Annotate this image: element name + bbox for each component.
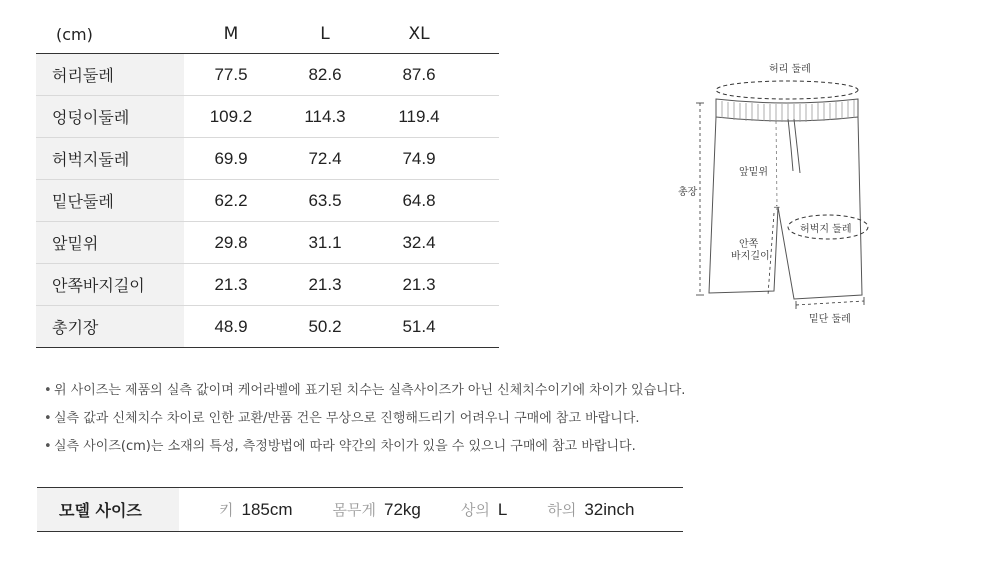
- row-spacer: [466, 222, 499, 264]
- row-spacer: [466, 264, 499, 306]
- size-header-xl: XL: [372, 15, 466, 54]
- value-xl: 21.3: [372, 264, 466, 306]
- bottom-label: 하의: [547, 501, 577, 519]
- row-spacer: [466, 96, 499, 138]
- size-notes: [44, 380, 685, 464]
- model-size-title: 모델 사이즈: [37, 488, 179, 531]
- row-spacer: [466, 306, 499, 348]
- model-weight: [333, 488, 421, 531]
- table-row-thigh: [36, 138, 499, 180]
- hem-label: 밑단 둘레: [809, 314, 851, 325]
- table-row-hem: [36, 180, 499, 222]
- value-xl: 64.8: [372, 180, 466, 222]
- value-m: 29.8: [184, 222, 278, 264]
- value-xl: 51.4: [372, 306, 466, 348]
- value-l: 114.3: [278, 96, 372, 138]
- row-label: 총기장: [36, 306, 184, 348]
- table-row-waist: [36, 54, 499, 96]
- front-rise-label: 앞밑위: [739, 167, 768, 178]
- value-m: 77.5: [184, 54, 278, 96]
- waist-label: 허리 둘레: [769, 64, 811, 75]
- row-label: 허리둘레: [36, 54, 184, 96]
- value-xl: 119.4: [372, 96, 466, 138]
- header-spacer: [466, 15, 499, 54]
- total-length-label: 총장: [678, 187, 698, 198]
- shorts-outline-illustration: [670, 55, 875, 330]
- size-header-l: L: [278, 15, 372, 54]
- value-m: 69.9: [184, 138, 278, 180]
- top-label: 상의: [460, 501, 490, 519]
- svg-text:÷: ÷: [773, 203, 781, 213]
- bullet-icon: •: [44, 439, 52, 454]
- value-l: 72.4: [278, 138, 372, 180]
- model-height: [219, 488, 293, 531]
- row-label: 안쪽바지길이: [36, 264, 184, 306]
- height-value: 185cm: [241, 499, 293, 519]
- value-l: 82.6: [278, 54, 372, 96]
- size-header-m: M: [184, 15, 278, 54]
- value-m: 48.9: [184, 306, 278, 348]
- unit-label: (cm): [36, 15, 184, 54]
- bullet-icon: •: [44, 383, 52, 398]
- value-xl: 32.4: [372, 222, 466, 264]
- inseam-label-line1: 안쪽: [739, 239, 759, 250]
- row-label: 밑단둘레: [36, 180, 184, 222]
- value-m: 21.3: [184, 264, 278, 306]
- note-text: 실측 값과 신체치수 차이로 인한 교환/반품 건은 무상으로 진행해드리기 어려우니 구매에 참고 바랍니다.: [54, 411, 640, 426]
- weight-value: 72kg: [384, 499, 421, 519]
- bottom-value: 32inch: [584, 499, 635, 519]
- table-row-front-rise: [36, 222, 499, 264]
- note-text: 실측 사이즈(cm)는 소재의 특성, 측정방법에 따라 약간의 차이가 있을 수 있으니 구매에 참고 바랍니다.: [54, 439, 636, 454]
- row-label: 허벅지둘레: [36, 138, 184, 180]
- row-label: 엉덩이둘레: [36, 96, 184, 138]
- value-l: 31.1: [278, 222, 372, 264]
- row-spacer: [466, 138, 499, 180]
- inseam-label-line2: 바지길이: [731, 251, 770, 262]
- table-row-inseam: [36, 264, 499, 306]
- value-l: 21.3: [278, 264, 372, 306]
- shorts-diagram: [670, 55, 875, 330]
- size-table: [36, 15, 499, 348]
- row-spacer: [466, 180, 499, 222]
- size-header-row: [36, 15, 499, 54]
- note-item: [44, 408, 685, 436]
- weight-label: 몸무게: [332, 501, 377, 519]
- model-size-bar: [37, 487, 683, 532]
- top-value: L: [497, 499, 508, 519]
- note-item: [44, 380, 685, 408]
- note-item: [44, 436, 685, 464]
- model-bottom: [547, 488, 634, 531]
- thigh-label: 허벅지 둘레: [800, 224, 852, 235]
- note-text: 위 사이즈는 제품의 실측 값이며 케어라벨에 표기된 치수는 실측사이즈가 아닌 신체치수이기에 차이가 있습니다.: [54, 383, 686, 398]
- row-label: 앞밑위: [36, 222, 184, 264]
- row-spacer: [466, 54, 499, 96]
- height-label: 키: [219, 501, 234, 519]
- bullet-icon: •: [44, 411, 52, 426]
- value-l: 50.2: [278, 306, 372, 348]
- model-top: [461, 488, 507, 531]
- value-xl: 74.9: [372, 138, 466, 180]
- value-l: 63.5: [278, 180, 372, 222]
- table-row-total-length: [36, 306, 499, 348]
- table-row-hip: [36, 96, 499, 138]
- value-m: 109.2: [184, 96, 278, 138]
- value-m: 62.2: [184, 180, 278, 222]
- value-xl: 87.6: [372, 54, 466, 96]
